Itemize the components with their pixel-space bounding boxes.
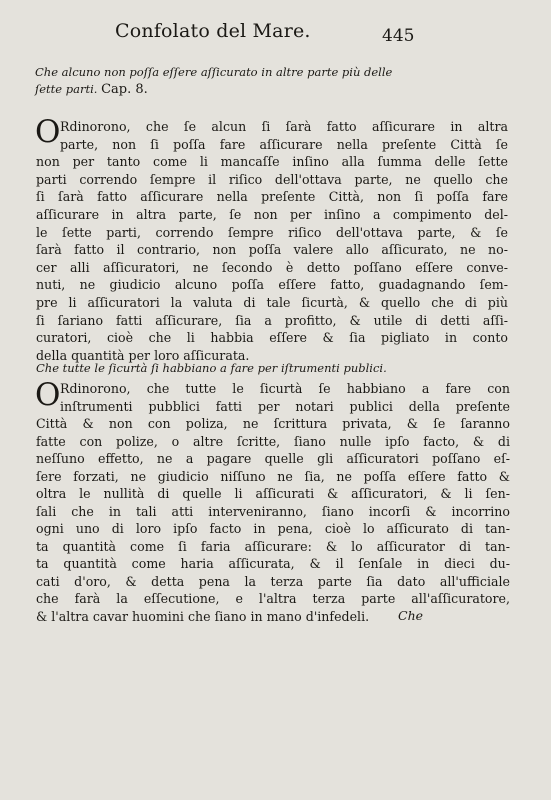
chapter-heading-line-1: Che alcuno non poſſa eſſere aſſicurato in altre parte più delle	[35, 65, 393, 79]
text-line: Città & non con poliza, ne ſcrittura privata, & ſe ſaranno	[36, 416, 510, 431]
drop-cap: O	[35, 114, 61, 150]
drop-cap: O	[35, 377, 61, 413]
text-line: neſſuno effetto, ne a pagare quelle gli aſſicuratori poſſano eſ-	[36, 451, 510, 466]
text-line: Rdinorono, che tutte le ſicurtà ſe habbiano a fare con	[60, 381, 510, 396]
text-line: pre li aſſicuratori la valuta di tale ſicurtà, & quello che di più	[36, 295, 508, 310]
text-line: oltra le nullità di quelle li aſſicurati & aſſicuratori, & li ſen-	[36, 486, 510, 501]
text-line: ta quantità come ſi faria aſſicurare: & lo aſſicurator di tan-	[36, 538, 510, 554]
running-title: Confolato del Mare.	[115, 20, 311, 42]
text-line: ſi ſariano fatti aſſicurare, ſia a profitto, & utile di detti aſſi-	[36, 312, 508, 328]
section-heading: Che tutte le ſicurtà ſi habbiano a fare per iſtrumenti publici.	[36, 361, 387, 375]
text-line: & l'altra cavar huomini che ſiano in mano d'infedeli.	[36, 608, 370, 624]
text-line: fatte con polize, o altre ſcritte, ſiano nulle ipſo facto, & di	[36, 433, 510, 449]
text-line: che farà la eſſecutione, e l'altra terza parte all'aſſicuratore,	[36, 591, 510, 606]
chapter-label: Cap. 8.	[101, 82, 148, 97]
chapter-heading-text: ſette parti.	[35, 82, 98, 96]
text-line: curatori, cioè che li habbia eſſere & ſia pigliato in conto	[36, 330, 508, 346]
text-line: ogni uno di loro ipſo facto in pena, cioè lo aſſicurato di tan-	[36, 521, 510, 536]
text-line: ſi ſarà fatto aſſicurare nella preſente Città, non ſi poſſa fare	[36, 189, 508, 205]
text-line: ſarà fatto il contrario, non poſſa valere allo aſſicurato, ne no-	[36, 242, 508, 258]
text-line: le ſette parti, correndo ſempre riſico dell'ottava parte, & ſe	[36, 224, 508, 240]
chapter-heading	[35, 64, 425, 98]
text-line: della quantità per loro aſſicurata.	[36, 347, 250, 363]
text-line: parte, non ſi poſſa fare aſſicurare nella preſente Città ſe	[60, 136, 508, 152]
chapter-heading-line-2	[35, 81, 425, 98]
text-line: aſſicurare in altra parte, ſe non per inſino a compimento del-	[36, 207, 508, 222]
catchword: Che	[398, 608, 424, 623]
text-line: cer alli aſſicuratori, ne ſecondo è detto poſſano eſſere conve-	[36, 259, 508, 275]
text-line: cati d'oro, & detta pena la terza parte ſia dato all'ufficiale	[36, 573, 510, 589]
running-head	[0, 20, 551, 50]
text-line: ta quantità come haria aſſicurata, & il ſenſale in dieci du-	[36, 556, 510, 571]
text-line: Rdinorono, che ſe alcun ſi ſarà fatto aſſicurare in altra	[60, 119, 508, 134]
text-line: parti correndo ſempre il riſico dell'ottava parte, ne quello che	[36, 171, 508, 187]
text-line: ſere forzati, ne giudicio niſſuno ne ſia, ne poſſa eſſere fatto &	[36, 468, 510, 484]
text-line: nuti, ne giudicio alcuno poſſa eſſere fatto, guadagnando ſem-	[36, 277, 508, 293]
text-line: ſali che in tali atti interveniranno, ſiano incorſi & incorrino	[36, 503, 510, 519]
page-number: 445	[382, 26, 415, 46]
text-line: inſtrumenti pubblici fatti per notari publici della preſente	[60, 398, 510, 414]
text-line: non per tanto come li mancaſſe inſino alla ſumma delle ſette	[36, 154, 508, 170]
